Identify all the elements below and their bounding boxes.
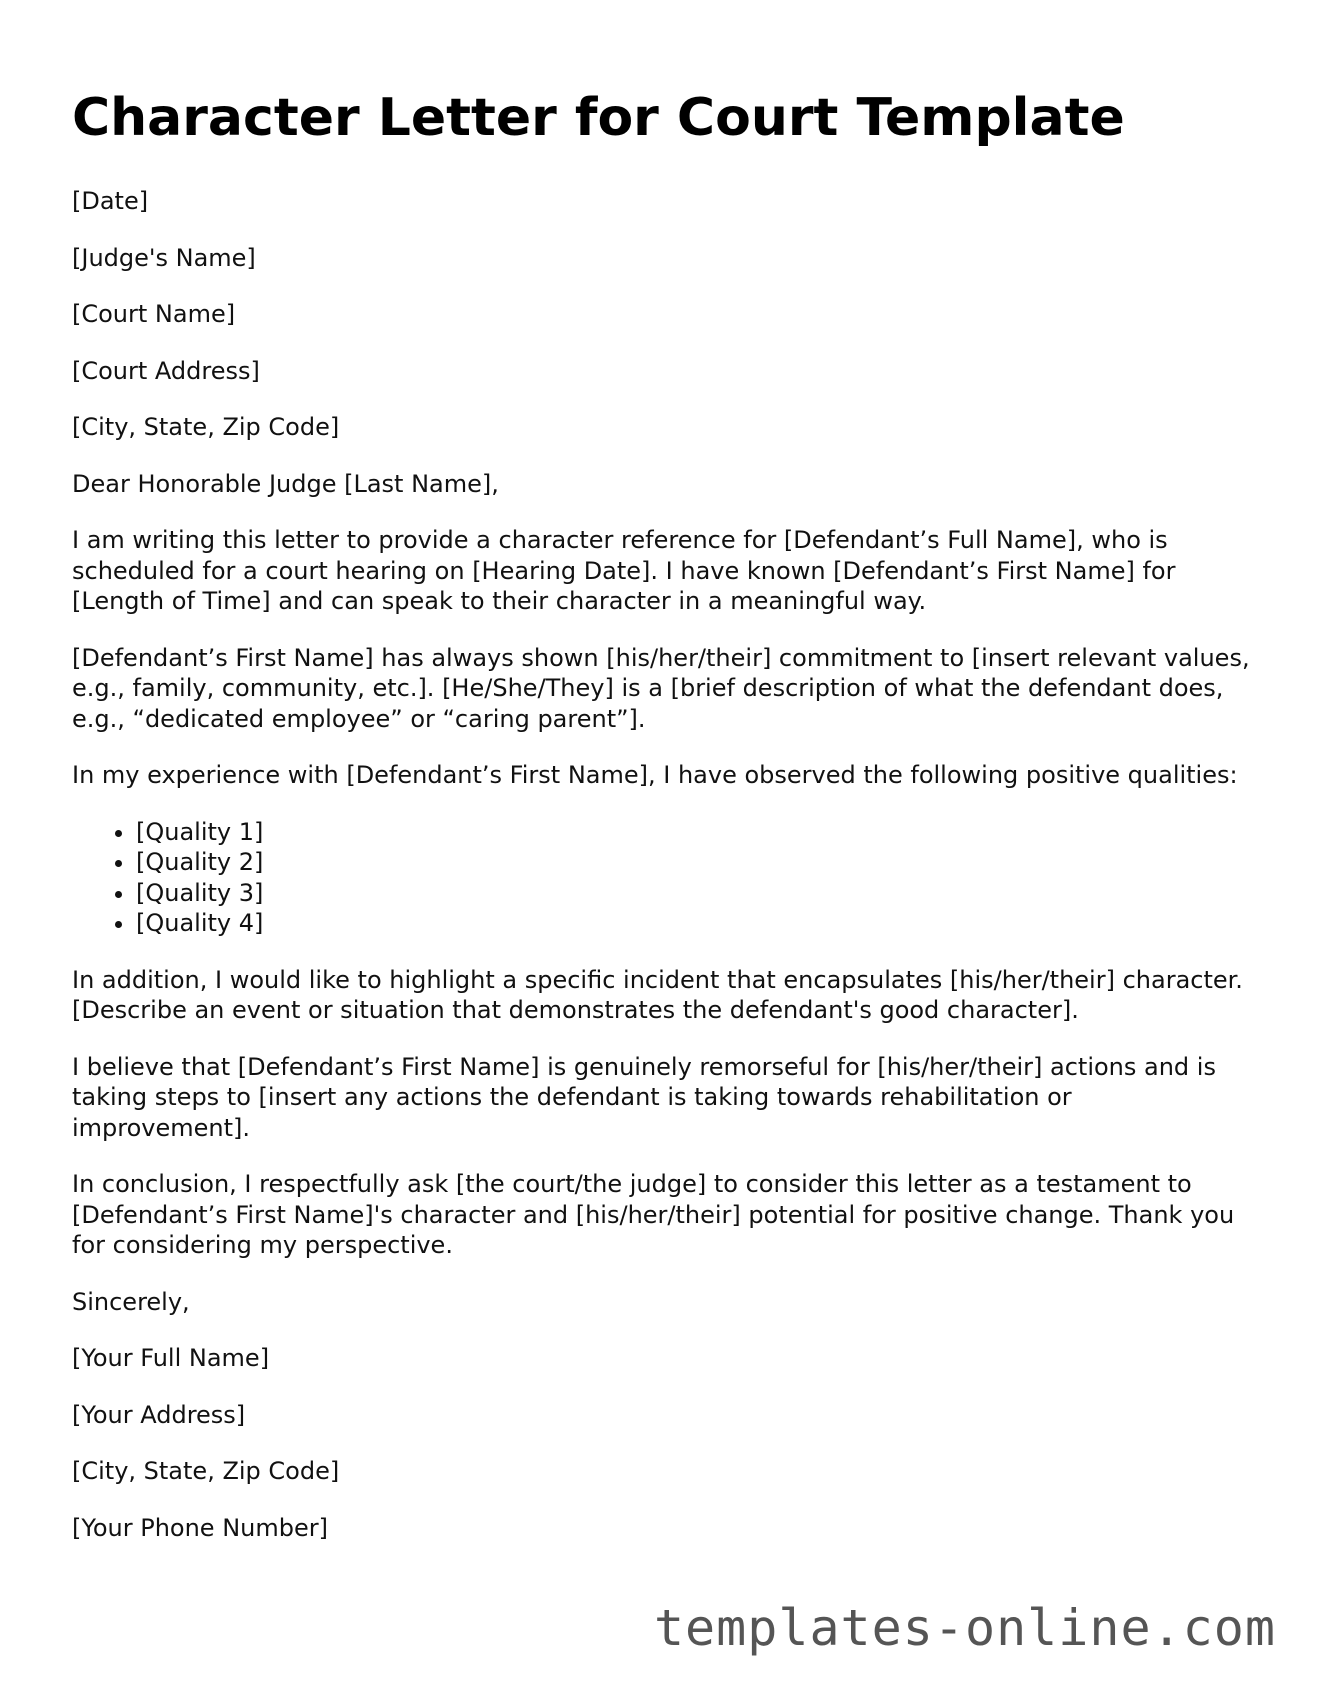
intro-paragraph: I am writing this letter to provide a character reference for [Defendant’s Full Name], who is scheduled for a court hearing on [Hearing Date]. I have known [Defendant’s First Name] for [Length of Time] and can speak to their character in a meaningful way. <box>72 526 1176 615</box>
your-address-field: [Your Address] <box>72 1400 246 1429</box>
your-phone-field: [Your Phone Number] <box>72 1513 328 1542</box>
salutation: Dear Honorable Judge [Last Name], <box>72 469 499 498</box>
watermark: templates-online.com <box>653 1599 1276 1657</box>
conclusion-paragraph: In conclusion, I respectfully ask [the court/the judge] to consider this letter as a testament to [Defendant’s First Name]'s character and [his/her/their] potential for positive change. Thank you for considering my perspective. <box>72 1170 1235 1259</box>
page-title: Character Letter for Court Template <box>72 88 1125 148</box>
your-city-state-zip-field: [City, State, Zip Code] <box>72 1457 340 1485</box>
date-field: [Date] <box>72 187 149 215</box>
list-item: • [Quality 2] <box>136 847 1252 878</box>
your-full-name-field: [Your Full Name] <box>72 1344 270 1372</box>
incident-paragraph: In addition, I would like to highlight a specific incident that encapsulates [his/her/their] character. [Describe an event or situation that demonstrates the defendant's good character]. <box>72 965 1243 1024</box>
letter-document <box>72 88 1252 1569</box>
commitment-paragraph: [Defendant’s First Name] has always shown [his/her/their] commitment to [insert relevant values, e.g., family, community, etc.]. [He/She/They] is a [brief description of what the defendant does, e.g., “dedicated employee” or “caring parent”]. <box>72 643 1250 733</box>
qualities-intro-paragraph: In my experience with [Defendant’s First Name], I have observed the following positive qualities: <box>72 761 1238 789</box>
list-item: • [Quality 3] <box>136 878 1252 909</box>
qualities-list <box>72 817 1252 939</box>
judge-name-field: [Judge's Name] <box>72 243 256 272</box>
list-item: • [Quality 1] <box>136 817 1252 848</box>
court-name-field: [Court Name] <box>72 300 236 328</box>
closing: Sincerely, <box>72 1287 190 1316</box>
remorse-paragraph: I believe that [Defendant’s First Name] is genuinely remorseful for [his/her/their] actions and is taking steps to [insert any actions the defendant is taking towards rehabilitation or improvement]. <box>72 1052 1216 1142</box>
list-item: • [Quality 4] <box>136 908 1252 939</box>
court-city-state-zip-field: [City, State, Zip Code] <box>72 413 340 441</box>
court-address-field: [Court Address] <box>72 356 260 385</box>
